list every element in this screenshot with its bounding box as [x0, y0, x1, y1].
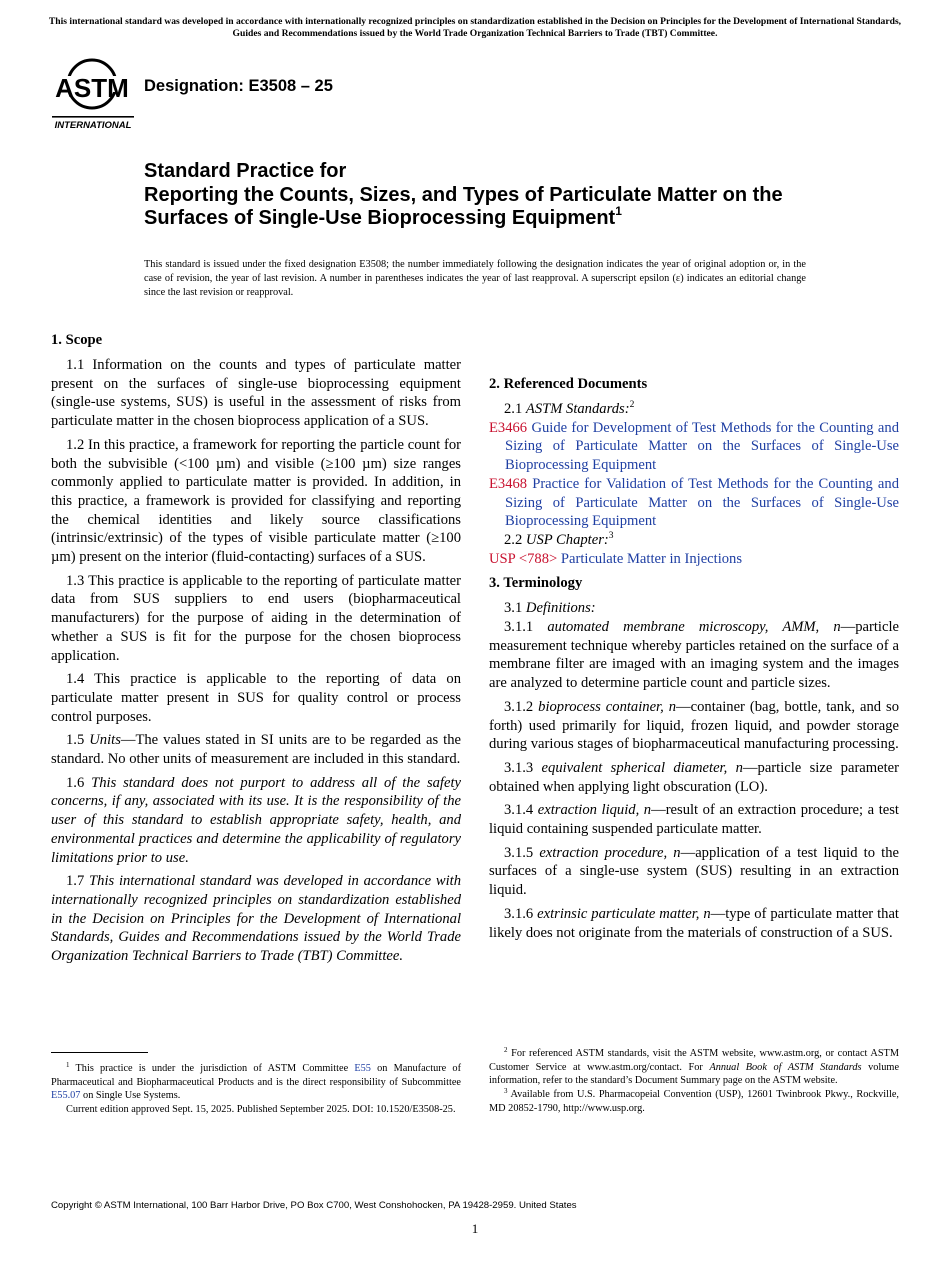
footnote-1-text-c: on Single Use Systems. — [83, 1090, 181, 1102]
footnote-3-text: Available from U.S. Pharmacopeial Convention (USP), 12601 Twinbrook Pkwy., Rockville, MD 20852-1790, http://www.usp.org. — [489, 1089, 899, 1114]
def-3-1-3 — [489, 759, 899, 796]
scope-1-5-text: —The values stated in SI units are to be regarded as the standard. No other units of measurement are included in this standard. — [51, 732, 462, 768]
scope-1-2: 1.2 In this practice, a framework for reporting the particle count for both the subvisible (<100 µm) and visible (≥100 µm) size ranges commonly applied to particulate matter is provided. In addition, in this practice, a framework is provided for classifying and reporting the chemical identities and likely source classifications (intrinsic/extrinsic) of the types of visible particulate matter (≥100 µm) present on the interior (fluid-contacting) surfaces of a SUS. — [51, 436, 461, 566]
footnote-1-mark: 1 — [66, 1061, 70, 1069]
ref-2-2-mark: 3 — [608, 530, 614, 541]
footnote-1-text-a: This practice is under the jurisdiction of ASTM Committee — [75, 1063, 349, 1074]
def-3-1-6 — [489, 905, 899, 942]
scope-1-6-text: This standard does not purport to address all of the safety concerns, if any, associated with its use. It is the responsibility of the user of this standard to establish appropriate safety, health, and environmental practices and determine the applicability of regulatory limitations prior to use. — [51, 774, 461, 866]
terminology-heading: 3. Terminology — [489, 575, 583, 592]
ref-usp-code[interactable]: USP <788> — [489, 550, 558, 567]
scope-1-7 — [51, 872, 461, 966]
committee-e55-link[interactable]: E55 — [354, 1063, 371, 1074]
def-term: extraction liquid, n — [537, 802, 652, 819]
term-3-1-num: 3.1 — [504, 600, 523, 617]
subcommittee-e55-07-link[interactable]: E55.07 — [51, 1090, 81, 1102]
ref-e3466 — [489, 419, 899, 475]
def-text: —result of an extraction procedure; a test liquid containing suspended particulate matter. — [489, 802, 899, 838]
footnote-2-mark: 2 — [504, 1046, 508, 1054]
title-line-1: Standard Practice for — [144, 160, 347, 182]
def-text: —container (bag, bottle, tank, and so forth) used primarily for liquid, frozen liquid, and powder storage during various stages of biopharmaceutical manufacturing processing. — [489, 698, 899, 753]
ref-e3466-title[interactable]: Guide for Development of Test Methods for the Counting and Sizing of Particulate Matter on the Surfaces of Single-Use Bioprocessing Equipment — [505, 419, 899, 474]
term-3-1-label: Definitions: — [525, 600, 596, 617]
scope-1-7-num: 1.7 — [66, 873, 85, 890]
ref-e3468-title[interactable]: Practice for Validation of Test Methods for the Counting and Sizing of Particulate Matter on the Surfaces of Single-Use Bioprocessing Equipment — [505, 475, 900, 530]
scope-1-6-num: 1.6 — [66, 774, 85, 791]
footnote-3 — [489, 1088, 899, 1115]
scope-1-4: 1.4 This practice is applicable to the reporting of data on particulate matter present in SUS for quality control or process control purposes. — [51, 671, 461, 725]
footnote-3-mark: 3 — [504, 1087, 508, 1096]
page-number: 1 — [471, 1221, 479, 1236]
ref-2-2-num: 2.2 — [504, 531, 523, 548]
def-num: 3.1.5 — [504, 844, 534, 861]
footnote-2 — [489, 1047, 899, 1088]
scope-1-6 — [51, 774, 461, 868]
footnotes-left — [51, 1062, 461, 1117]
def-3-1-5 — [489, 844, 899, 900]
ref-2-1-mark: 2 — [629, 400, 635, 410]
def-term: extraction procedure, n — [539, 844, 681, 861]
footnote-2-italic: Annual Book of ASTM Standards — [709, 1061, 862, 1073]
def-3-1-2 — [489, 698, 899, 754]
def-text: —particle measurement technique whereby particles retained on the surface of a membrane filter are imaged with an imaging system and the images are analyzed to determine particle count and particle sizes. — [489, 619, 899, 692]
ref-2-1-label: ASTM Standards: — [525, 401, 630, 417]
scope-1-5-num: 1.5 — [66, 732, 85, 749]
scope-1-5-term: Units — [89, 732, 121, 749]
def-term: equivalent spherical diameter, n — [541, 759, 743, 776]
footnote-1 — [51, 1062, 461, 1103]
def-num: 3.1.6 — [504, 905, 534, 922]
continuation-spacer — [489, 331, 899, 369]
right-column — [489, 331, 899, 947]
astm-logo-sub: INTERNATIONAL — [54, 120, 132, 131]
ref-e3468 — [489, 475, 899, 531]
def-num: 3.1.3 — [504, 759, 534, 776]
def-term: bioprocess container, n — [538, 698, 677, 715]
ref-2-1-num: 2.1 — [504, 401, 523, 417]
term-3-1 — [489, 599, 899, 618]
title-footnote-mark: 1 — [615, 204, 622, 218]
footnotes-right — [489, 1047, 899, 1116]
def-term: extrinsic particulate matter, n — [537, 905, 711, 922]
def-3-1-4 — [489, 801, 899, 838]
referenced-documents-heading: 2. Referenced Documents — [489, 376, 648, 392]
def-num: 3.1.2 — [504, 698, 534, 715]
astm-logo-mark — [55, 60, 129, 108]
def-text: —type of particulate matter that likely does not originate from the materials of construction of a SUS. — [489, 905, 899, 941]
scope-1-1: 1.1 Information on the counts and types of particulate matter present on the surfaces of single-use bioprocessing equipment (single-use systems, SUS) is useful in the assessment of risks from particulate matter in the chosen bioprocess application of a SUS. — [51, 357, 461, 430]
document-title — [144, 160, 864, 231]
def-num: 3.1.4 — [504, 802, 534, 819]
ref-usp-788 — [489, 550, 899, 569]
def-3-1-1 — [489, 618, 899, 693]
footnote-1-text-b: on Manufacture of Pharmaceutical and Biopharmaceutical Products and is the direct responsibility of Subcommittee — [51, 1063, 462, 1088]
footnote-rule-left — [51, 1052, 148, 1053]
header-notice: This international standard was developed in accordance with internationally recognized principles on standardization established in the Decision on Principles for the Development of International Standards, Guides and Recommendations issued by the World Trade Organization Technical Barriers to Trade (TBT) Committee. — [48, 16, 902, 39]
scope-1-3: 1.3 This practice is applicable to the reporting of particulate matter data from SUS suppliers to end users (biopharmaceutical manufacturers) for the purpose of aiding in the determination of whether a SUS is fit for the purpose for the chosen bioprocess application. — [51, 572, 461, 664]
def-term: automated membrane microscopy, AMM, n — [547, 619, 841, 636]
ref-e3466-code[interactable]: E3466 — [489, 419, 528, 436]
footnote-2-text-b: volume information, refer to the standard’s Document Summary page on the ASTM website. — [489, 1061, 900, 1087]
footnote-2-text-a: For referenced ASTM standards, visit the ASTM website, www.astm.org, or contact ASTM Customer Service at www.astm.org/contact. For — [489, 1048, 900, 1073]
designation: Designation: E3508 – 25 — [144, 77, 333, 95]
scope-1-5 — [51, 731, 461, 768]
def-num: 3.1.1 — [504, 619, 534, 636]
footnote-edition: Current edition approved Sept. 15, 2025. Published September 2025. DOI: 10.1520/E3508-25. — [66, 1104, 456, 1116]
left-column — [51, 331, 461, 971]
scope-heading: 1. Scope — [51, 332, 103, 348]
title-line-2 — [144, 184, 864, 231]
def-text: —particle size parameter obtained when applying light obscuration (LO). — [489, 759, 899, 795]
issued-statement: This standard is issued under the fixed designation E3508; the number immediately following the designation indicates the year of original adoption or, in the case of revision, the year of last revision. A number in parentheses indicates the year of last reapproval. A superscript epsilon (ε) indicates an editorial change since the last revision or reapproval. — [144, 259, 806, 299]
ref-2-2-label: USP Chapter: — [525, 531, 609, 548]
def-text: —application of a test liquid to the surfaces of a single-use system (SUS) resulting in an extraction liquid. — [489, 844, 899, 899]
title-main: Reporting the Counts, Sizes, and Types of Particulate Matter on the Surfaces of Single-Use Bioprocessing Equipment — [144, 183, 783, 229]
copyright: Copyright © ASTM International, 100 Barr Harbor Drive, PO Box C700, West Conshohocken, PA 19428-2959. United States — [51, 1200, 577, 1211]
astm-logo — [52, 56, 134, 132]
ref-e3468-code[interactable]: E3468 — [489, 475, 528, 492]
ref-2-1 — [489, 400, 899, 419]
scope-1-7-text: This international standard was developed in accordance with internationally recognized principles on standardization established in the Decision on Principles for the Development of International Standards, Guides and Recommendations issued by the World Trade Organization Technical Barriers to Trade (TBT) Committee. — [51, 873, 462, 965]
svg-text:ASTM: ASTM — [55, 73, 129, 103]
ref-usp-title[interactable]: Particulate Matter in Injections — [560, 550, 743, 567]
ref-2-2 — [489, 531, 899, 550]
